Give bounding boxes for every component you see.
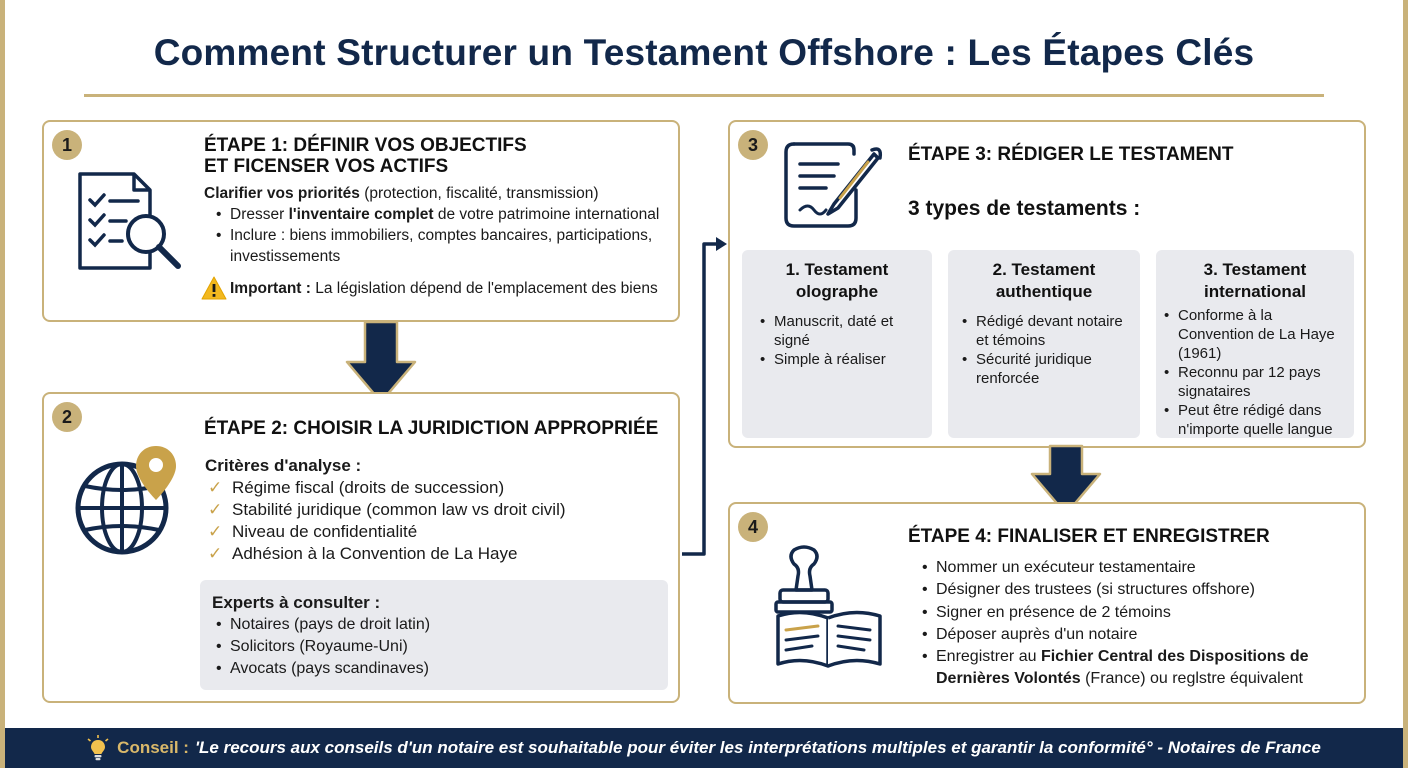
list-item: • Solicitors (Royaume-Uni) (214, 636, 654, 658)
frame-right (1403, 0, 1408, 768)
list-item: • Manuscrit, daté et signé (758, 312, 926, 350)
step1-warning: Important : La législation dépend de l'emplacement des biens (230, 280, 658, 297)
stamp-book-icon (772, 546, 892, 670)
list-item: ✓ Stabilité juridique (common law vs droit civil) (208, 500, 566, 519)
experts-label: Experts à consulter : (212, 593, 381, 612)
step3-card (728, 120, 1366, 448)
footer-label: Conseil : (117, 738, 189, 757)
testament-type-2-bullets (960, 312, 1136, 388)
testament-type-1-title: 1. Testament olographe (785, 260, 889, 301)
list-item: • Enregistrer au Fichier Central des Dispositions de Dernières Volontés (France) ou reglstre équivalent (920, 646, 1356, 691)
step2-criteria-list (208, 477, 668, 565)
connector-2-to-3 (680, 236, 730, 560)
testament-type-3-title: 3. Testament international (1203, 260, 1307, 301)
list-item: • Déposer auprès d'un notaire (920, 624, 1356, 646)
footer-banner (5, 728, 1403, 768)
step2-criteria-label: Critères d'analyse : (205, 456, 362, 475)
list-item: • Dresser l'inventaire complet de votre patrimoine international (214, 204, 674, 225)
step1-bullets (214, 204, 674, 267)
document-quill-icon (782, 140, 886, 232)
experts-box (200, 580, 668, 690)
list-item: • Conforme à la Convention de La Haye (1961) (1162, 306, 1352, 363)
list-item: ✓ Niveau de confidentialité (208, 522, 418, 541)
footer-quote: 'Le recours aux conseils d'un notaire est souhaitable pour éviter les interprétations multiples et garantir la conformité° - Notaires de France (194, 738, 1321, 757)
list-item: • Désigner des trustees (si structures offshore) (920, 579, 1356, 601)
testament-type-3 (1156, 250, 1354, 438)
lightbulb-icon (87, 735, 109, 761)
list-item: • Rédigé devant notaire et témoins (960, 312, 1136, 350)
testament-type-1-bullets (758, 312, 926, 369)
list-item: • Notaires (pays de droit latin) (214, 614, 654, 636)
list-item: • Nommer un exécuteur testamentaire (920, 557, 1356, 579)
testament-type-2-title: 2. Testament authentique (992, 260, 1096, 301)
step1-title: ÉTAPE 1: DÉFINIR VOS OBJECTIFS ET FICENSER VOS ACTIFS (204, 135, 527, 177)
list-item: • Avocats (pays scandinaves) (214, 658, 654, 680)
step2-badge: 2 (52, 402, 82, 432)
checklist-magnifier-icon (76, 170, 186, 280)
list-item: • Inclure : biens immobiliers, comptes bancaires, participations, investissements (214, 225, 674, 267)
step4-badge: 4 (738, 512, 768, 542)
list-item: • Peut être rédigé dans n'importe quelle langue (1162, 401, 1352, 439)
list-item: • Sécurité juridique renforcée (960, 350, 1136, 388)
testament-type-1 (742, 250, 932, 438)
frame-left (0, 0, 5, 768)
step4-card (728, 502, 1366, 704)
globe-pin-icon (74, 442, 184, 558)
list-item: ✓ Régime fiscal (droits de succession) (208, 478, 505, 497)
step2-title: ÉTAPE 2: CHOISIR LA JURIDICTION APPROPRIÉE (204, 418, 659, 439)
step3-title: ÉTAPE 3: RÉDIGER LE TESTAMENT (908, 144, 1234, 165)
list-item: • Simple à réaliser (758, 350, 926, 369)
testament-type-3-bullets (1162, 306, 1352, 439)
warning-icon (201, 276, 227, 300)
experts-list (214, 614, 654, 680)
step1-card (42, 120, 680, 322)
testament-type-2 (948, 250, 1140, 438)
step2-card (42, 392, 680, 703)
step1-badge: 1 (52, 130, 82, 160)
page-title: Comment Structurer un Testament Offshore : Les Étapes Clés (153, 32, 1255, 73)
list-item: • Reconnu par 12 pays signataires (1162, 363, 1352, 401)
list-item: • Signer en présence de 2 témoins (920, 602, 1356, 624)
step1-intro: Clarifier vos priorités (protection, fiscalité, transmission) (204, 185, 599, 202)
step4-bullets (920, 557, 1356, 691)
list-item: ✓ Adhésion à la Convention de La Haye (208, 544, 518, 563)
title-rule (84, 94, 1324, 97)
step3-subtitle: 3 types de testaments : (908, 197, 1141, 220)
step4-title: ÉTAPE 4: FINALISER ET ENREGISTRER (908, 526, 1270, 547)
step3-badge: 3 (738, 130, 768, 160)
